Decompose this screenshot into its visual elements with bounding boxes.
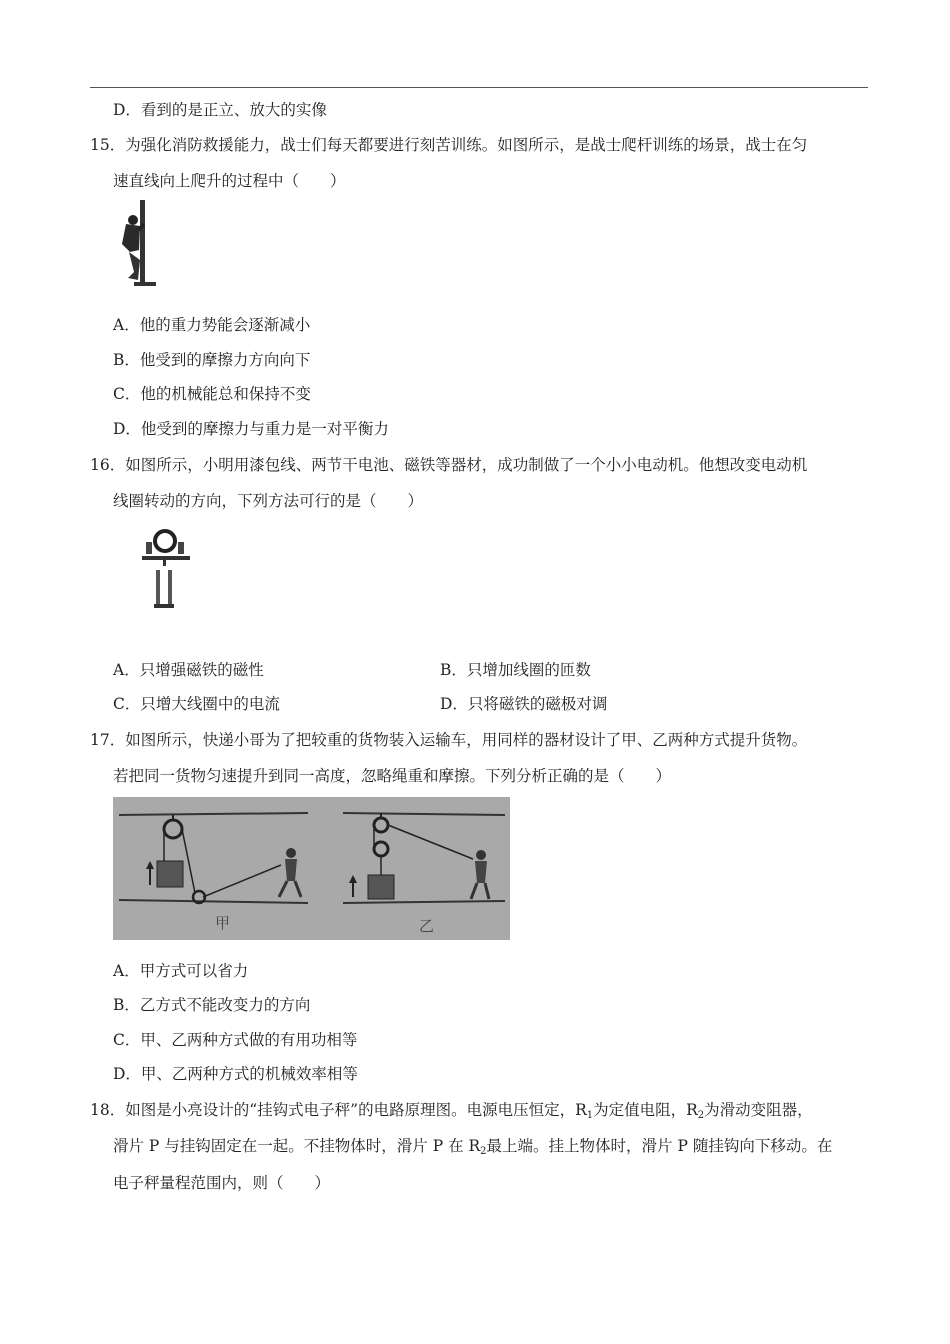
q17-option-d: D．甲、乙两种方式的机械效率相等 [113,1065,358,1083]
q18-stem-line3: 电子秤量程范围内，则（ ） [113,1174,331,1192]
q14-option-d: D．看到的是正立、放大的实像 [113,101,327,119]
q16-stem-line2: 线圈转动的方向，下列方法可行的是（ ） [113,492,424,510]
q15-option-a: A．他的重力势能会逐渐减小 [113,316,311,334]
q18-stem-line1: 18．如图是小亮设计的“挂钩式电子秤”的电路原理图。电源电压恒定，$R_1$为定值电阻，$R_2$为滑动变阻器， [90,1101,813,1121]
q17-stem-line1: 17．如图所示，快递小哥为了把较重的货物装入运输车，用同样的器材设计了甲、乙两种方式提升货物。 [90,731,808,749]
q16-option-d: D．只将磁铁的磁极对调 [440,695,608,713]
header-rule [90,87,868,88]
q16-option-b: B．只增加线圈的匝数 [440,661,591,679]
q15-stem-line1: 15．为强化消防救援能力，战士们每天都要进行刻苦训练。如图所示，是战士爬杆训练的场景，战士在匀 [90,136,808,154]
q16-option-a: A．只增强磁铁的磁性 [113,661,264,679]
q18-stem-line2: 滑片 P 与挂钩固定在一起。不挂物体时，滑片 P 在 $R_2$最上端。挂上物体时，滑片 P 随挂钩向下移动。在 [113,1137,833,1157]
q17-option-c: C．甲、乙两种方式做的有用功相等 [113,1031,358,1049]
q15-stem-line2: 速直线向上爬升的过程中（ ） [113,172,346,190]
q16-option-c: C．只增大线圈中的电流 [113,695,280,713]
figure-label-jia: 甲 [215,914,231,932]
q17-option-b: B．乙方式不能改变力的方向 [113,996,311,1014]
q17-option-a: A．甲方式可以省力 [113,962,249,980]
q15-option-b: B．他受到的摩擦力方向向下 [113,351,311,369]
pulley-figure [113,797,510,940]
q15-option-c: C．他的机械能总和保持不变 [113,385,311,403]
pole-climbing-figure [112,200,162,288]
q16-stem-line1: 16．如图所示，小明用漆包线、两节干电池、磁铁等器材，成功制做了一个小小电动机。他想改变电动机 [90,456,808,474]
q15-option-d: D．他受到的摩擦力与重力是一对平衡力 [113,420,389,438]
q17-stem-line2: 若把同一货物匀速提升到同一高度，忽略绳重和摩擦。下列分析正确的是（ ） [113,767,672,785]
electric-motor-figure [138,528,194,614]
figure-label-yi: 乙 [419,917,435,935]
